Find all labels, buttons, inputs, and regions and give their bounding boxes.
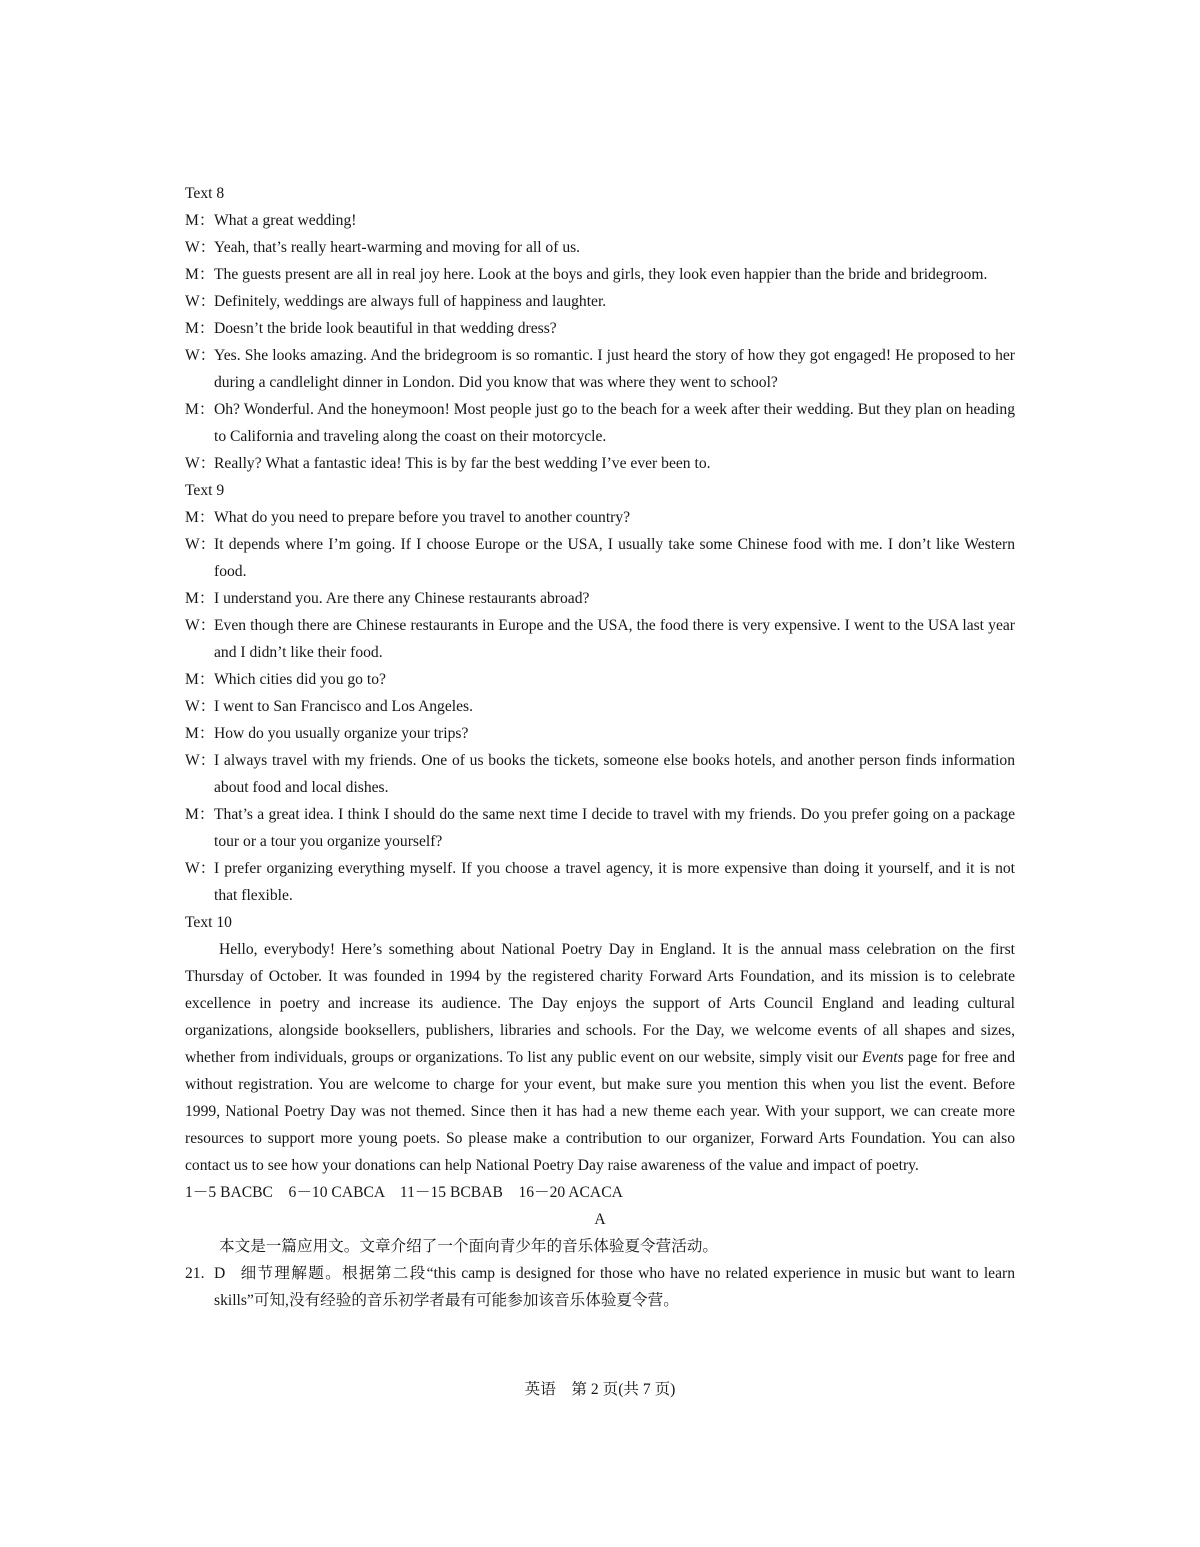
utterance: Yes. She looks amazing. And the bridegroom is so romantic. I just heard the story of how they got engaged! He proposed to her during a candlelight dinner in London. Did you know that was where they went to school? <box>214 347 1015 391</box>
speaker-label: M： <box>185 671 215 688</box>
speaker-label: M： <box>185 266 215 283</box>
dialogue-line <box>185 450 1015 477</box>
section-a-summary: 本文是一篇应用文。文章介绍了一个面向青少年的音乐体验夏令营活动。 <box>219 1238 719 1255</box>
dialogue-line <box>185 342 1015 396</box>
utterance: I always travel with my friends. One of us books the tickets, someone else books hotels, and another person finds information about food and local dishes. <box>214 752 1015 796</box>
utterance: It depends where I’m going. If I choose Europe or the USA, I usually take some Chinese food with me. I don’t like Western food. <box>214 536 1015 580</box>
text10-paragraph <box>185 936 1015 1179</box>
text9-heading: Text 9 <box>185 482 225 499</box>
text9-dialogue <box>185 504 1015 909</box>
speaker-label: M： <box>185 509 215 526</box>
question-answer: D <box>214 1265 226 1282</box>
speaker-label: M： <box>185 401 215 418</box>
utterance: What do you need to prepare before you travel to another country? <box>214 509 631 526</box>
dialogue-line <box>185 693 1015 720</box>
utterance: How do you usually organize your trips? <box>214 725 469 742</box>
utterance: I understand you. Are there any Chinese restaurants abroad? <box>214 590 590 607</box>
speaker-label: W： <box>185 455 216 472</box>
dialogue-line <box>185 261 1015 288</box>
dialogue-line <box>185 207 1015 234</box>
speaker-label: W： <box>185 293 216 310</box>
text10-heading: Text 10 <box>185 914 232 931</box>
dialogue-line <box>185 666 1015 693</box>
question-number: 21. <box>185 1265 205 1282</box>
dialogue-line <box>185 315 1015 342</box>
utterance: That’s a great idea. I think I should do the same next time I decide to travel with my friends. Do you prefer going on a package tour or a tour you organize yourself? <box>214 806 1015 850</box>
utterance: Doesn’t the bride look beautiful in that wedding dress? <box>214 320 557 337</box>
speaker-label: M： <box>185 725 215 742</box>
question-21 <box>185 1260 1015 1314</box>
speaker-label: W： <box>185 347 216 364</box>
page-footer: 英语 第 2 页(共 7 页) <box>524 1381 676 1398</box>
utterance: Which cities did you go to? <box>214 671 386 688</box>
dialogue-line <box>185 234 1015 261</box>
document-body <box>185 180 1015 1314</box>
dialogue-line <box>185 396 1015 450</box>
utterance: Oh? Wonderful. And the honeymoon! Most people just go to the beach for a week after their wedding. But they plan on heading to California and traveling along the coast on their motorcycle. <box>214 401 1015 445</box>
utterance: What a great wedding! <box>214 212 357 229</box>
question-explanation: 细节理解题。根据第二段“this camp is designed for those who have no related experience in music but want to learn skills”可知,没有经验的音乐初学者最有可能参加该音乐体验夏令营。 <box>214 1265 1015 1309</box>
speaker-label: W： <box>185 617 216 634</box>
text8-heading: Text 8 <box>185 185 225 202</box>
speaker-label: M： <box>185 320 215 337</box>
dialogue-line <box>185 504 1015 531</box>
speaker-label: W： <box>185 752 216 769</box>
text10-para-part2: page for free and without registration. You are welcome to charge for your event, but make sure you mention this when you list the event. Before 1999, National Poetry Day was not themed. Since then it has had a new theme each year. With your support, we can create more resources to support more young poets. So please make a contribution to our organizer, Forward Arts Foundation. You can also contact us to see how your donations can help National Poetry Day raise awareness of the value and impact of poetry. <box>185 1049 1015 1174</box>
dialogue-line <box>185 855 1015 909</box>
utterance: I prefer organizing everything myself. If you choose a travel agency, it is more expensive than doing it yourself, and it is not that flexible. <box>214 860 1015 904</box>
text10-para-part1: Hello, everybody! Here’s something about National Poetry Day in England. It is the annual mass celebration on the first Thursday of October. It was founded in 1994 by the registered charity Forward Arts Foundation, and its mission is to celebrate excellence in poetry and increase its audience. The Day enjoys the support of Arts Council England and leading cultural organizations, alongside booksellers, publishers, libraries and schools. For the Day, we welcome events of all shapes and sizes, whether from individuals, groups or organizations. To list any public event on our website, simply visit our <box>185 941 1015 1066</box>
dialogue-line <box>185 288 1015 315</box>
section-a-heading: A <box>594 1211 606 1228</box>
utterance: Even though there are Chinese restaurants in Europe and the USA, the food there is very expensive. I went to the USA last year and I didn’t like their food. <box>214 617 1015 661</box>
question-explanation-block <box>214 1260 1015 1314</box>
speaker-label: W： <box>185 698 216 715</box>
events-page-name: Events <box>862 1049 904 1066</box>
text8-dialogue <box>185 207 1015 477</box>
dialogue-line <box>185 720 1015 747</box>
speaker-label: W： <box>185 239 216 256</box>
dialogue-line <box>185 585 1015 612</box>
speaker-label: W： <box>185 860 216 877</box>
dialogue-line <box>185 747 1015 801</box>
answer-key: 1－5 BACBC 6－10 CABCA 11－15 BCBAB 16－20 ACACA <box>185 1184 623 1201</box>
speaker-label: M： <box>185 212 215 229</box>
speaker-label: M： <box>185 806 215 823</box>
utterance: The guests present are all in real joy here. Look at the boys and girls, they look even happier than the bride and bridegroom. <box>214 266 988 283</box>
utterance: Definitely, weddings are always full of happiness and laughter. <box>214 293 607 310</box>
speaker-label: M： <box>185 590 215 607</box>
utterance: I went to San Francisco and Los Angeles. <box>214 698 473 715</box>
utterance: Really? What a fantastic idea! This is by far the best wedding I’ve ever been to. <box>214 455 711 472</box>
dialogue-line <box>185 612 1015 666</box>
dialogue-line <box>185 531 1015 585</box>
speaker-label: W： <box>185 536 216 553</box>
dialogue-line <box>185 801 1015 855</box>
utterance: Yeah, that’s really heart-warming and moving for all of us. <box>214 239 581 256</box>
